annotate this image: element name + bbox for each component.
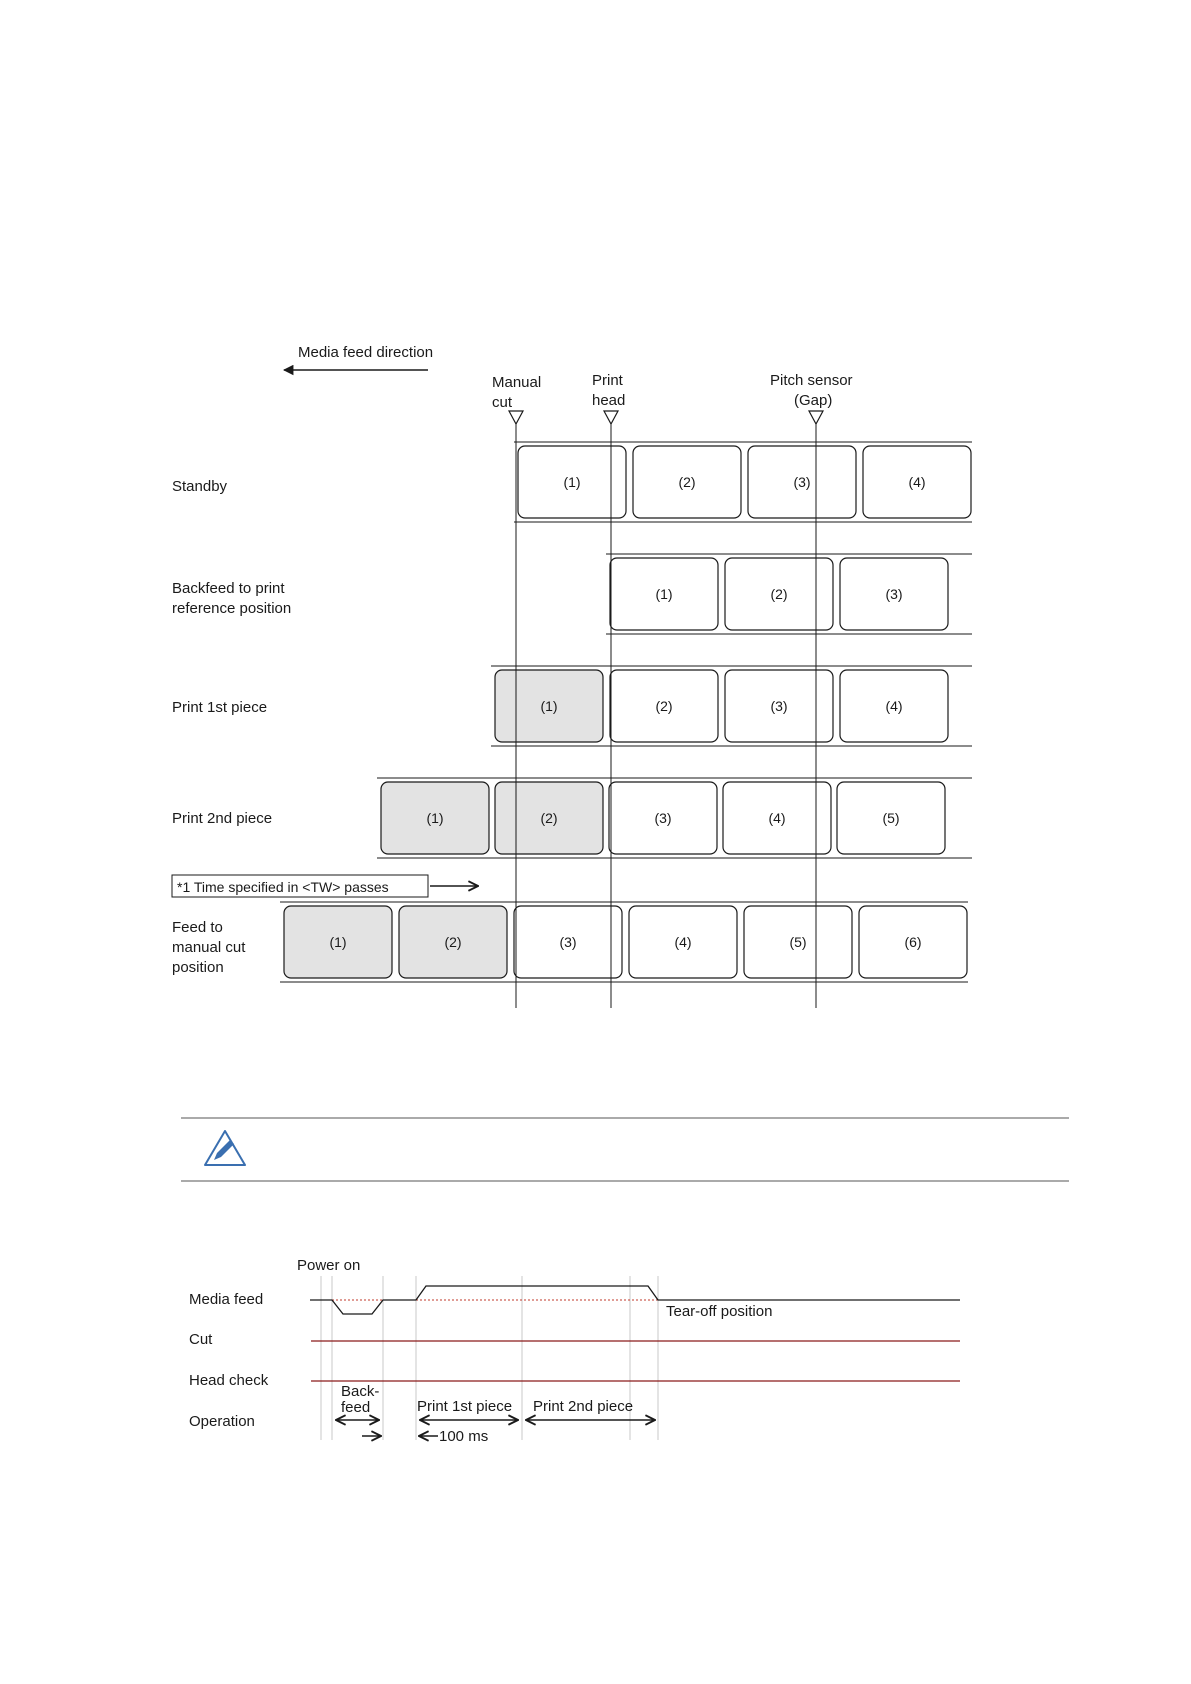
media-label-cell [518, 446, 626, 518]
media-label-cell [725, 670, 833, 742]
manual-cut-marker-label-1: Manual [492, 374, 542, 391]
pitch-sensor-marker-label-2: (Gap) [794, 392, 833, 409]
media-label-cell [609, 782, 717, 854]
media-label-cell [837, 782, 945, 854]
cell-number: (5) [882, 810, 900, 826]
cell-number: (4) [768, 810, 786, 826]
cell-number: (1) [563, 474, 581, 490]
signal-label-media-feed: Media feed [189, 1291, 264, 1308]
feed-row [172, 442, 972, 522]
backfeed-label-1: Back- [341, 1383, 380, 1400]
print-1st-label: Print 1st piece [417, 1398, 513, 1415]
media-label-cell [284, 906, 392, 978]
tear-off-label: Tear-off position [666, 1303, 773, 1320]
media-label-cell [610, 558, 718, 630]
delay-label: 100 ms [439, 1428, 489, 1445]
feed-row [172, 666, 972, 746]
row-label: Print 1st piece [172, 699, 268, 716]
row-label: position [172, 959, 224, 976]
power-on-label: Power on [297, 1257, 361, 1274]
cell-number: (4) [885, 698, 903, 714]
media-label-cell [399, 906, 507, 978]
print-head-marker-label-1: Print [592, 372, 623, 389]
timing-chart [189, 1257, 960, 1445]
cell-number: (4) [908, 474, 926, 490]
cell-number: (2) [540, 810, 558, 826]
manual-cut-marker-label-2: cut [492, 394, 513, 411]
backfeed-label-2: feed [341, 1399, 371, 1416]
cell-number: (1) [540, 698, 558, 714]
note-bar [181, 1118, 1069, 1181]
feed-row [172, 554, 972, 634]
cell-number: (3) [793, 474, 811, 490]
cell-number: (3) [654, 810, 672, 826]
signal-label-cut: Cut [189, 1331, 213, 1348]
media-label-cell [840, 670, 948, 742]
cell-number: (6) [904, 934, 922, 950]
row-label: manual cut [172, 939, 246, 956]
signal-label-operation: Operation [189, 1413, 255, 1430]
feed-rows [172, 442, 972, 982]
row-label: Standby [172, 478, 228, 495]
cell-number: (1) [655, 586, 673, 602]
print-head-triangle-icon [604, 411, 618, 424]
row-label: reference position [172, 600, 292, 617]
time-note [172, 875, 478, 897]
cell-number: (2) [770, 586, 788, 602]
print-head-marker-label-2: head [592, 392, 626, 409]
pitch-sensor-marker-label-1: Pitch sensor [770, 372, 853, 389]
cell-number: (5) [789, 934, 807, 950]
position-markers [492, 372, 853, 424]
time-note-text: *1 Time specified in <TW> passes [177, 879, 389, 895]
media-label-cell [863, 446, 971, 518]
media-label-cell [610, 670, 718, 742]
cell-number: (3) [770, 698, 788, 714]
media-label-cell [629, 906, 737, 978]
media-label-cell [744, 906, 852, 978]
feed-direction-label: Media feed direction [298, 344, 434, 361]
cell-number: (2) [655, 698, 673, 714]
cell-number: (1) [329, 934, 347, 950]
row-label: Print 2nd piece [172, 810, 273, 827]
row-label: Backfeed to print [172, 580, 285, 597]
manual-cut-triangle-icon [509, 411, 523, 424]
feed-row [172, 902, 968, 982]
media-label-cell [495, 670, 603, 742]
cell-number: (3) [885, 586, 903, 602]
cell-number: (2) [678, 474, 696, 490]
cell-number: (2) [444, 934, 462, 950]
signal-label-head-check: Head check [189, 1372, 269, 1389]
cell-number: (1) [426, 810, 444, 826]
row-label: Feed to [172, 919, 223, 936]
print-2nd-label: Print 2nd piece [533, 1398, 634, 1415]
media-label-cell [840, 558, 948, 630]
media-label-cell [514, 906, 622, 978]
time-grid [321, 1276, 658, 1440]
media-label-cell [381, 782, 489, 854]
cell-number: (4) [674, 934, 692, 950]
pencil-note-icon [205, 1131, 245, 1165]
media-label-cell [633, 446, 741, 518]
media-feed-signal [310, 1286, 960, 1314]
media-label-cell [723, 782, 831, 854]
media-label-cell [859, 906, 967, 978]
media-label-cell [748, 446, 856, 518]
cell-number: (3) [559, 934, 577, 950]
feed-direction [284, 344, 433, 370]
pitch-sensor-triangle-icon [809, 411, 823, 424]
feed-row [172, 778, 972, 858]
media-label-cell [495, 782, 603, 854]
media-label-cell [725, 558, 833, 630]
